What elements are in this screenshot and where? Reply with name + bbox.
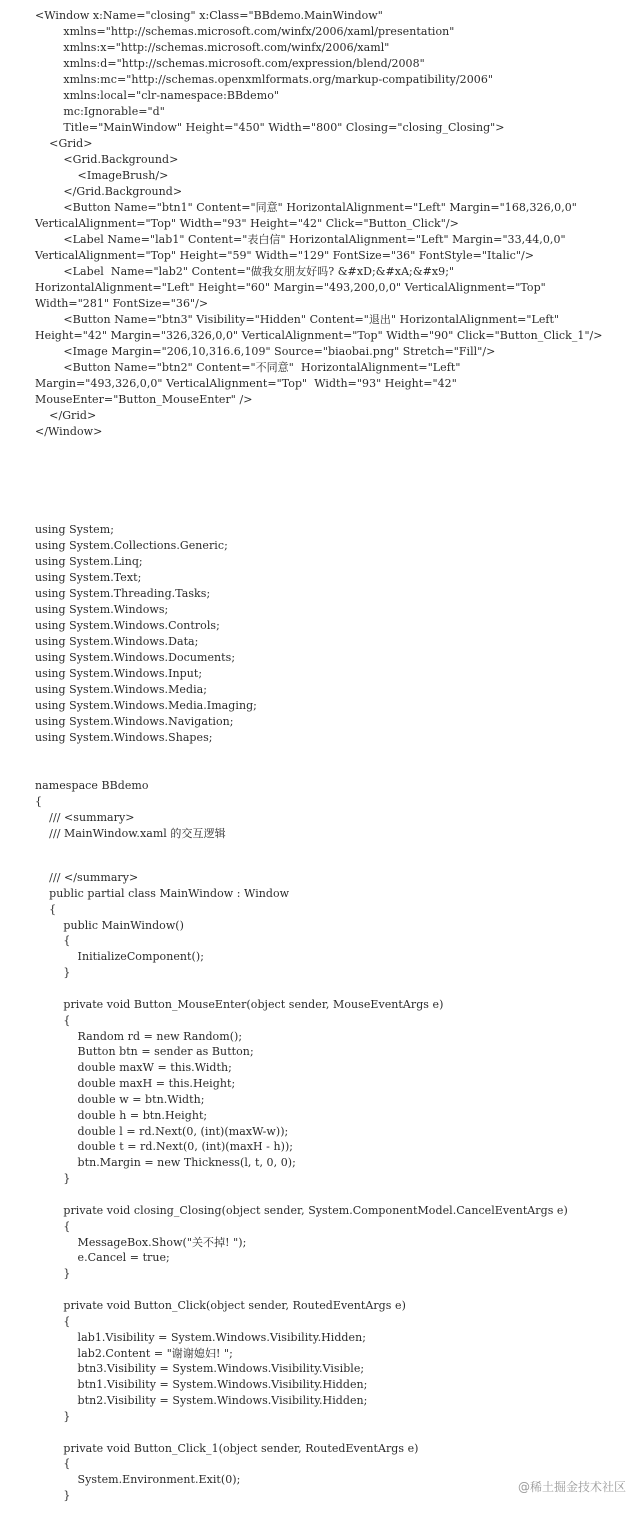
code-line: } [35, 1489, 71, 1503]
code-line: lab1.Visibility = System.Windows.Visibility.Hidden; [35, 1330, 366, 1344]
code-line: Height="42" Margin="326,326,0,0" VerticalAlignment="Top" Width="90" Click="Button_Click_1"/> [35, 329, 603, 342]
code-line: double maxW = this.Width; [35, 1061, 232, 1075]
code-line: /// </summary> [35, 871, 139, 884]
code-line: mc:Ignorable="d" [35, 105, 165, 118]
code-line: /// <summary> [35, 811, 135, 824]
code-line: } [35, 966, 71, 980]
code-line: using System.Windows.Media; [35, 683, 208, 696]
code-line: xmlns:x="http://schemas.microsoft.com/winfx/2006/xaml" [35, 41, 390, 54]
code-line: } [35, 1409, 71, 1423]
code-line: double l = rd.Next(0, (int)(maxW-w)); [35, 1124, 289, 1138]
code-line: private void closing_Closing(object sender, System.ComponentModel.CancelEventArgs e) [35, 1203, 568, 1217]
code-line: MouseEnter="Button_MouseEnter" /> [35, 393, 253, 406]
code-line: <Window x:Name="closing" x:Class="BBdemo.MainWindow" [35, 9, 383, 22]
code-line: { [35, 1013, 71, 1027]
code-line: <ImageBrush/> [35, 169, 169, 182]
code-line: private void Button_Click(object sender, RoutedEventArgs e) [35, 1298, 406, 1312]
code-line: private void Button_Click_1(object sender, RoutedEventArgs e) [35, 1441, 419, 1455]
code-line: <Image Margin="206,10,316.6,109" Source="biaobai.png" Stretch="Fill"/> [35, 345, 496, 358]
code-line: <Button Name="btn3" Visibility="Hidden" Content="退出" HorizontalAlignment="Left" [35, 313, 560, 326]
code-line: namespace BBdemo [35, 779, 149, 792]
code-line: HorizontalAlignment="Left" Height="60" Margin="493,200,0,0" VerticalAlignment="Top" [35, 281, 546, 294]
code-line: using System.Windows.Data; [35, 635, 199, 648]
code-line: { [35, 795, 43, 808]
code-line: { [35, 902, 57, 916]
code-line: e.Cancel = true; [35, 1251, 170, 1265]
code-line: lab2.Content = "谢谢媳妇! "; [35, 1346, 233, 1360]
code-line: </Window> [35, 425, 103, 438]
code-line: { [35, 1219, 71, 1233]
code-line: using System.Windows.Navigation; [35, 715, 234, 728]
code-line: VerticalAlignment="Top" Width="93" Height="42" Click="Button_Click"/> [35, 217, 459, 230]
code-line: double t = rd.Next(0, (int)(maxH - h)); [35, 1140, 294, 1154]
code-line: Margin="493,326,0,0" VerticalAlignment="Top" Width="93" Height="42" [35, 377, 457, 390]
code-line: Width="281" FontSize="36"/> [35, 297, 209, 310]
code-line: using System.Windows.Media.Imaging; [35, 699, 257, 712]
code-line: using System.Text; [35, 571, 142, 584]
code-line: using System.Linq; [35, 555, 143, 568]
code-line: </Grid.Background> [35, 185, 183, 198]
code-line: <Grid.Background> [35, 153, 179, 166]
code-line: private void Button_MouseEnter(object sender, MouseEventArgs e) [35, 997, 444, 1011]
code-line: xmlns="http://schemas.microsoft.com/winfx/2006/xaml/presentation" [35, 25, 455, 38]
code-line: using System; [35, 523, 114, 536]
code-line: </Grid> [35, 409, 97, 422]
code-line: xmlns:d="http://schemas.microsoft.com/expression/blend/2008" [35, 57, 425, 70]
code-line: <Grid> [35, 137, 93, 150]
code-line: xmlns:local="clr-namespace:BBdemo" [35, 89, 280, 102]
code-line: public partial class MainWindow : Window [35, 886, 290, 900]
code-line: <Button Name="btn1" Content="同意" HorizontalAlignment="Left" Margin="168,326,0,0" [35, 201, 577, 214]
code-line: { [35, 1457, 71, 1471]
code-line: using System.Threading.Tasks; [35, 587, 211, 600]
code-line: btn1.Visibility = System.Windows.Visibility.Hidden; [35, 1378, 368, 1392]
code-line: MessageBox.Show("关不掉! "); [35, 1235, 247, 1249]
code-line: btn.Margin = new Thickness(l, t, 0, 0); [35, 1156, 296, 1170]
code-line: btn3.Visibility = System.Windows.Visibility.Visible; [35, 1362, 365, 1376]
code-line: double w = btn.Width; [35, 1092, 205, 1106]
code-line: InitializeComponent(); [35, 950, 204, 964]
code-line: using System.Windows.Controls; [35, 619, 220, 632]
code-line: <Label Name="lab2" Content="做我女朋友好吗? &#xD;&#xA;&#x9;" [35, 265, 455, 278]
code-line: Button btn = sender as Button; [35, 1045, 254, 1059]
code-line: Random rd = new Random(); [35, 1029, 243, 1043]
code-line: } [35, 1172, 71, 1186]
code-line: using System.Windows.Documents; [35, 651, 236, 664]
code-line: System.Environment.Exit(0); [35, 1473, 241, 1487]
code-line: /// MainWindow.xaml 的交互逻辑 [35, 827, 226, 840]
code-line: public MainWindow() [35, 918, 184, 932]
code-line: btn2.Visibility = System.Windows.Visibility.Hidden; [35, 1394, 368, 1408]
code-line: using System.Windows; [35, 603, 169, 616]
code-line: double maxH = this.Height; [35, 1077, 236, 1091]
code-line: <Button Name="btn2" Content="不同意" HorizontalAlignment="Left" [35, 361, 461, 374]
code-line: VerticalAlignment="Top" Height="59" Width="129" FontSize="36" FontStyle="Italic"/> [35, 249, 534, 262]
watermark-text: @稀土掘金技术社区 [517, 1480, 626, 1494]
code-line: { [35, 934, 71, 948]
code-line: <Label Name="lab1" Content="表白信" HorizontalAlignment="Left" Margin="33,44,0,0" [35, 233, 566, 246]
code-line: double h = btn.Height; [35, 1108, 208, 1122]
code-line: xmlns:mc="http://schemas.openxmlformats.org/markup-compatibility/2006" [35, 73, 493, 86]
code-line: } [35, 1267, 71, 1281]
code-line: Title="MainWindow" Height="450" Width="800" Closing="closing_Closing"> [35, 121, 505, 134]
code-line: using System.Collections.Generic; [35, 539, 228, 552]
code-line: using System.Windows.Input; [35, 667, 203, 680]
code-line: using System.Windows.Shapes; [35, 731, 213, 744]
code-line: { [35, 1314, 71, 1328]
